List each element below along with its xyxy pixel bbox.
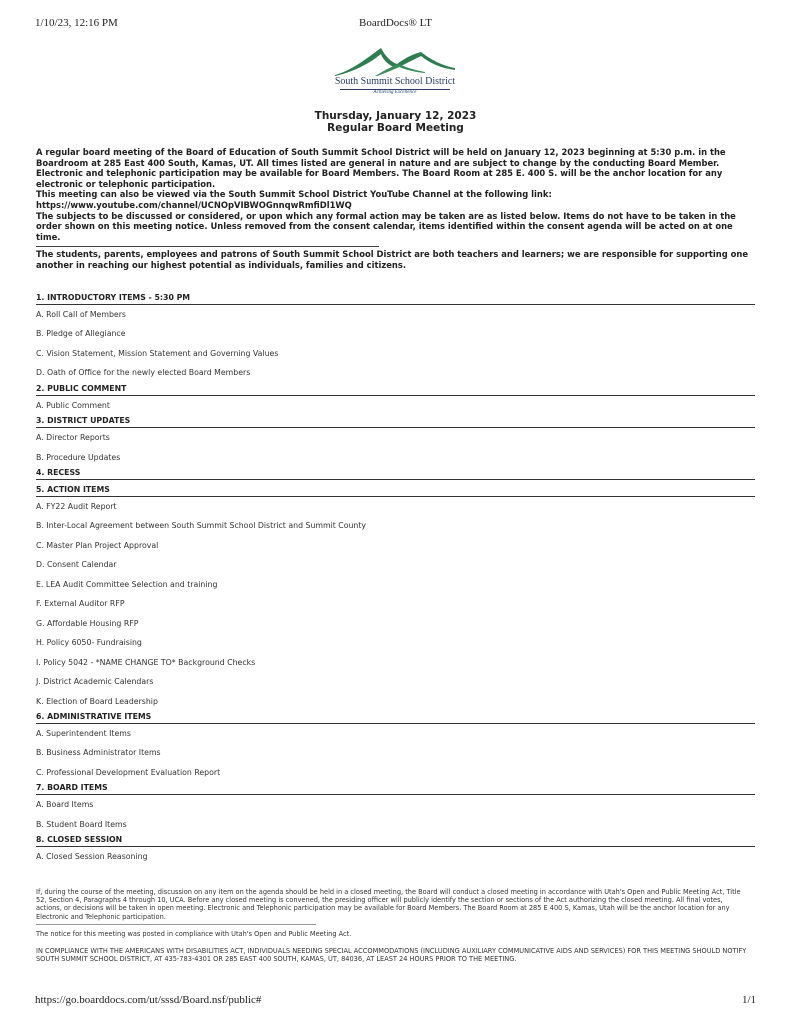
meeting-title: Regular Board Meeting xyxy=(327,122,464,134)
closing-notes xyxy=(36,888,748,963)
agenda-item[interactable]: D. Consent Calendar xyxy=(36,560,117,570)
intro-paragraph-subjects: The subjects to be discussed or considered, or upon which any formal action may be taken are as listed below. Items do not have to be taken in the order shown on this meeting notice. Unless removed from the consent calendar, items identified within the consent agenda will be acted on at one time. xyxy=(36,210,736,242)
section-spacer xyxy=(36,861,755,867)
agenda-item[interactable]: H. Policy 6050- Fundraising xyxy=(36,638,142,648)
intro-youtube-link[interactable]: https://www.youtube.com/channel/UCNOpVIBWOGnnqwRmfiDl1WQ xyxy=(36,199,352,210)
agenda-item[interactable]: A. Roll Call of Members xyxy=(36,310,126,319)
agenda-item[interactable]: C. Vision Statement, Mission Statement and Governing Values xyxy=(36,348,279,358)
closed-session-text: If, during the course of the meeting, discussion on any item on the agenda should be held in a closed meeting, the Board will conduct a closed meeting in accordance with Utah's Open and Public Meeting Act, Title 52, Section 4, Paragraphs 4 through 10, UCA. Before any closed meeting is convened, the presiding officer will publicly identify the section or sections of the Act authorizing the closed meeting. All final votes, actions, or decisions will be taken in open meeting. Electronic and Telephonic participation may be available for Board Members. The Board Room at 285 E 400 S, Kamas, Utah will be the anchor location for any Electronic and Telephonic participation. xyxy=(36,888,741,921)
agenda-section-header[interactable]: 7. BOARD ITEMS xyxy=(36,783,755,795)
print-header xyxy=(35,17,756,31)
agenda-item[interactable]: C. Professional Development Evaluation Report xyxy=(36,767,221,777)
agenda-item[interactable]: F. External Auditor RFP xyxy=(36,599,125,609)
posting-notice: The notice for this meeting was posted in compliance with Utah's Open and Public Meeting Act. xyxy=(36,929,352,938)
agenda-item[interactable]: B. Student Board Items xyxy=(36,819,127,829)
agenda-item[interactable]: B. Inter-Local Agreement between South Summit School District and Summit County xyxy=(36,521,367,531)
print-page-number: 1/1 xyxy=(741,994,756,1006)
district-logo xyxy=(320,44,470,96)
agenda-item[interactable]: K. Election of Board Leadership xyxy=(36,696,158,706)
mountain-logo-icon xyxy=(335,44,455,76)
meeting-intro xyxy=(36,147,752,271)
agenda-item[interactable]: B. Business Administrator Items xyxy=(36,748,161,758)
agenda-item[interactable]: J. District Academic Calendars xyxy=(36,677,154,687)
district-name: South Summit School District xyxy=(334,76,456,87)
agenda-item[interactable]: I. Policy 5042 - *NAME CHANGE TO* Background Checks xyxy=(36,657,256,667)
agenda-item[interactable]: A. Board Items xyxy=(36,800,94,810)
agenda-section-header[interactable]: 2. PUBLIC COMMENT xyxy=(36,384,755,396)
ada-notice: IN COMPLIANCE WITH THE AMERICANS WITH DISABILITIES ACT, INDIVIDUALS NEEDING SPECIAL ACCOMMODATIONS (INCLUDING AUXILIARY COMMUNICATIVE AIDS AND SERVICES) FOR THIS MEETING SHOULD NOTIFY SOUTH SUMMIT SCHOOL DISTRICT, AT 435-783-4301 OR 285 EAST 400 SOUTH, KAMAS, UT, 84036, AT LEAST 24 HOURS PRIOR TO THE MEETING. xyxy=(36,947,747,964)
agenda-item[interactable]: A. Superintendent Items xyxy=(36,728,131,738)
district-tagline: Achieving Excellence xyxy=(373,90,417,95)
agenda-section-header[interactable]: 5. ACTION ITEMS xyxy=(36,485,755,497)
intro-paragraph-mission: The students, parents, employees and patrons of South Summit School District are both teachers and learners; we are responsible for supporting one another in reaching our highest potential as individuals, families and citizens. xyxy=(36,249,749,270)
agenda-item[interactable]: C. Master Plan Project Approval xyxy=(36,540,159,550)
agenda-section-header[interactable]: 6. ADMINISTRATIVE ITEMS xyxy=(36,712,755,724)
agenda-item[interactable]: A. Director Reports xyxy=(36,433,110,443)
meeting-date: Thursday, January 12, 2023 xyxy=(314,110,477,122)
intro-divider xyxy=(36,246,379,247)
agenda-section-header[interactable]: 1. INTRODUCTORY ITEMS - 5:30 PM xyxy=(36,293,755,305)
agenda-item[interactable]: A. FY22 Audit Report xyxy=(36,501,117,511)
print-site-name: BoardDocs® LT xyxy=(358,17,433,29)
agenda-item[interactable]: G. Affordable Housing RFP xyxy=(36,618,139,628)
agenda-list xyxy=(36,293,755,867)
agenda-section-header[interactable]: 3. DISTRICT UPDATES xyxy=(36,416,755,428)
agenda-item[interactable]: E. LEA Audit Committee Selection and training xyxy=(36,579,218,589)
intro-paragraph-youtube: This meeting can also be viewed via the South Summit School District YouTube Channel at the following link: xyxy=(36,189,552,200)
closing-divider xyxy=(36,924,316,925)
agenda-item[interactable]: A. Closed Session Reasoning xyxy=(36,852,148,862)
print-url: https://go.boarddocs.com/ut/sssd/Board.nsf/public# xyxy=(35,994,262,1006)
intro-paragraph-notice: A regular board meeting of the Board of Education of South Summit School District will be held on January 12, 2023 beginning at 5:30 p.m. in the Boardroom at 285 East 400 South, Kamas, UT. All times listed are general in nature and are subject to change by the conducting Board Member. Electronic and telephonic participation may be available for Board Members. The Board Room at 285 E. 400 S. will be the anchor location for any electronic or telephonic participation. xyxy=(36,147,726,189)
agenda-item[interactable]: A. Public Comment xyxy=(36,400,110,410)
agenda-item[interactable]: D. Oath of Office for the newly elected Board Members xyxy=(36,368,251,378)
agenda-item[interactable]: B. Procedure Updates xyxy=(36,452,121,462)
agenda-section-header[interactable]: 4. RECESS xyxy=(36,468,755,480)
agenda-section-header[interactable]: 8. CLOSED SESSION xyxy=(36,835,755,847)
print-datetime: 1/10/23, 12:16 PM xyxy=(35,17,118,29)
print-footer xyxy=(35,994,756,1008)
agenda-item[interactable]: B. Pledge of Allegiance xyxy=(36,329,126,339)
